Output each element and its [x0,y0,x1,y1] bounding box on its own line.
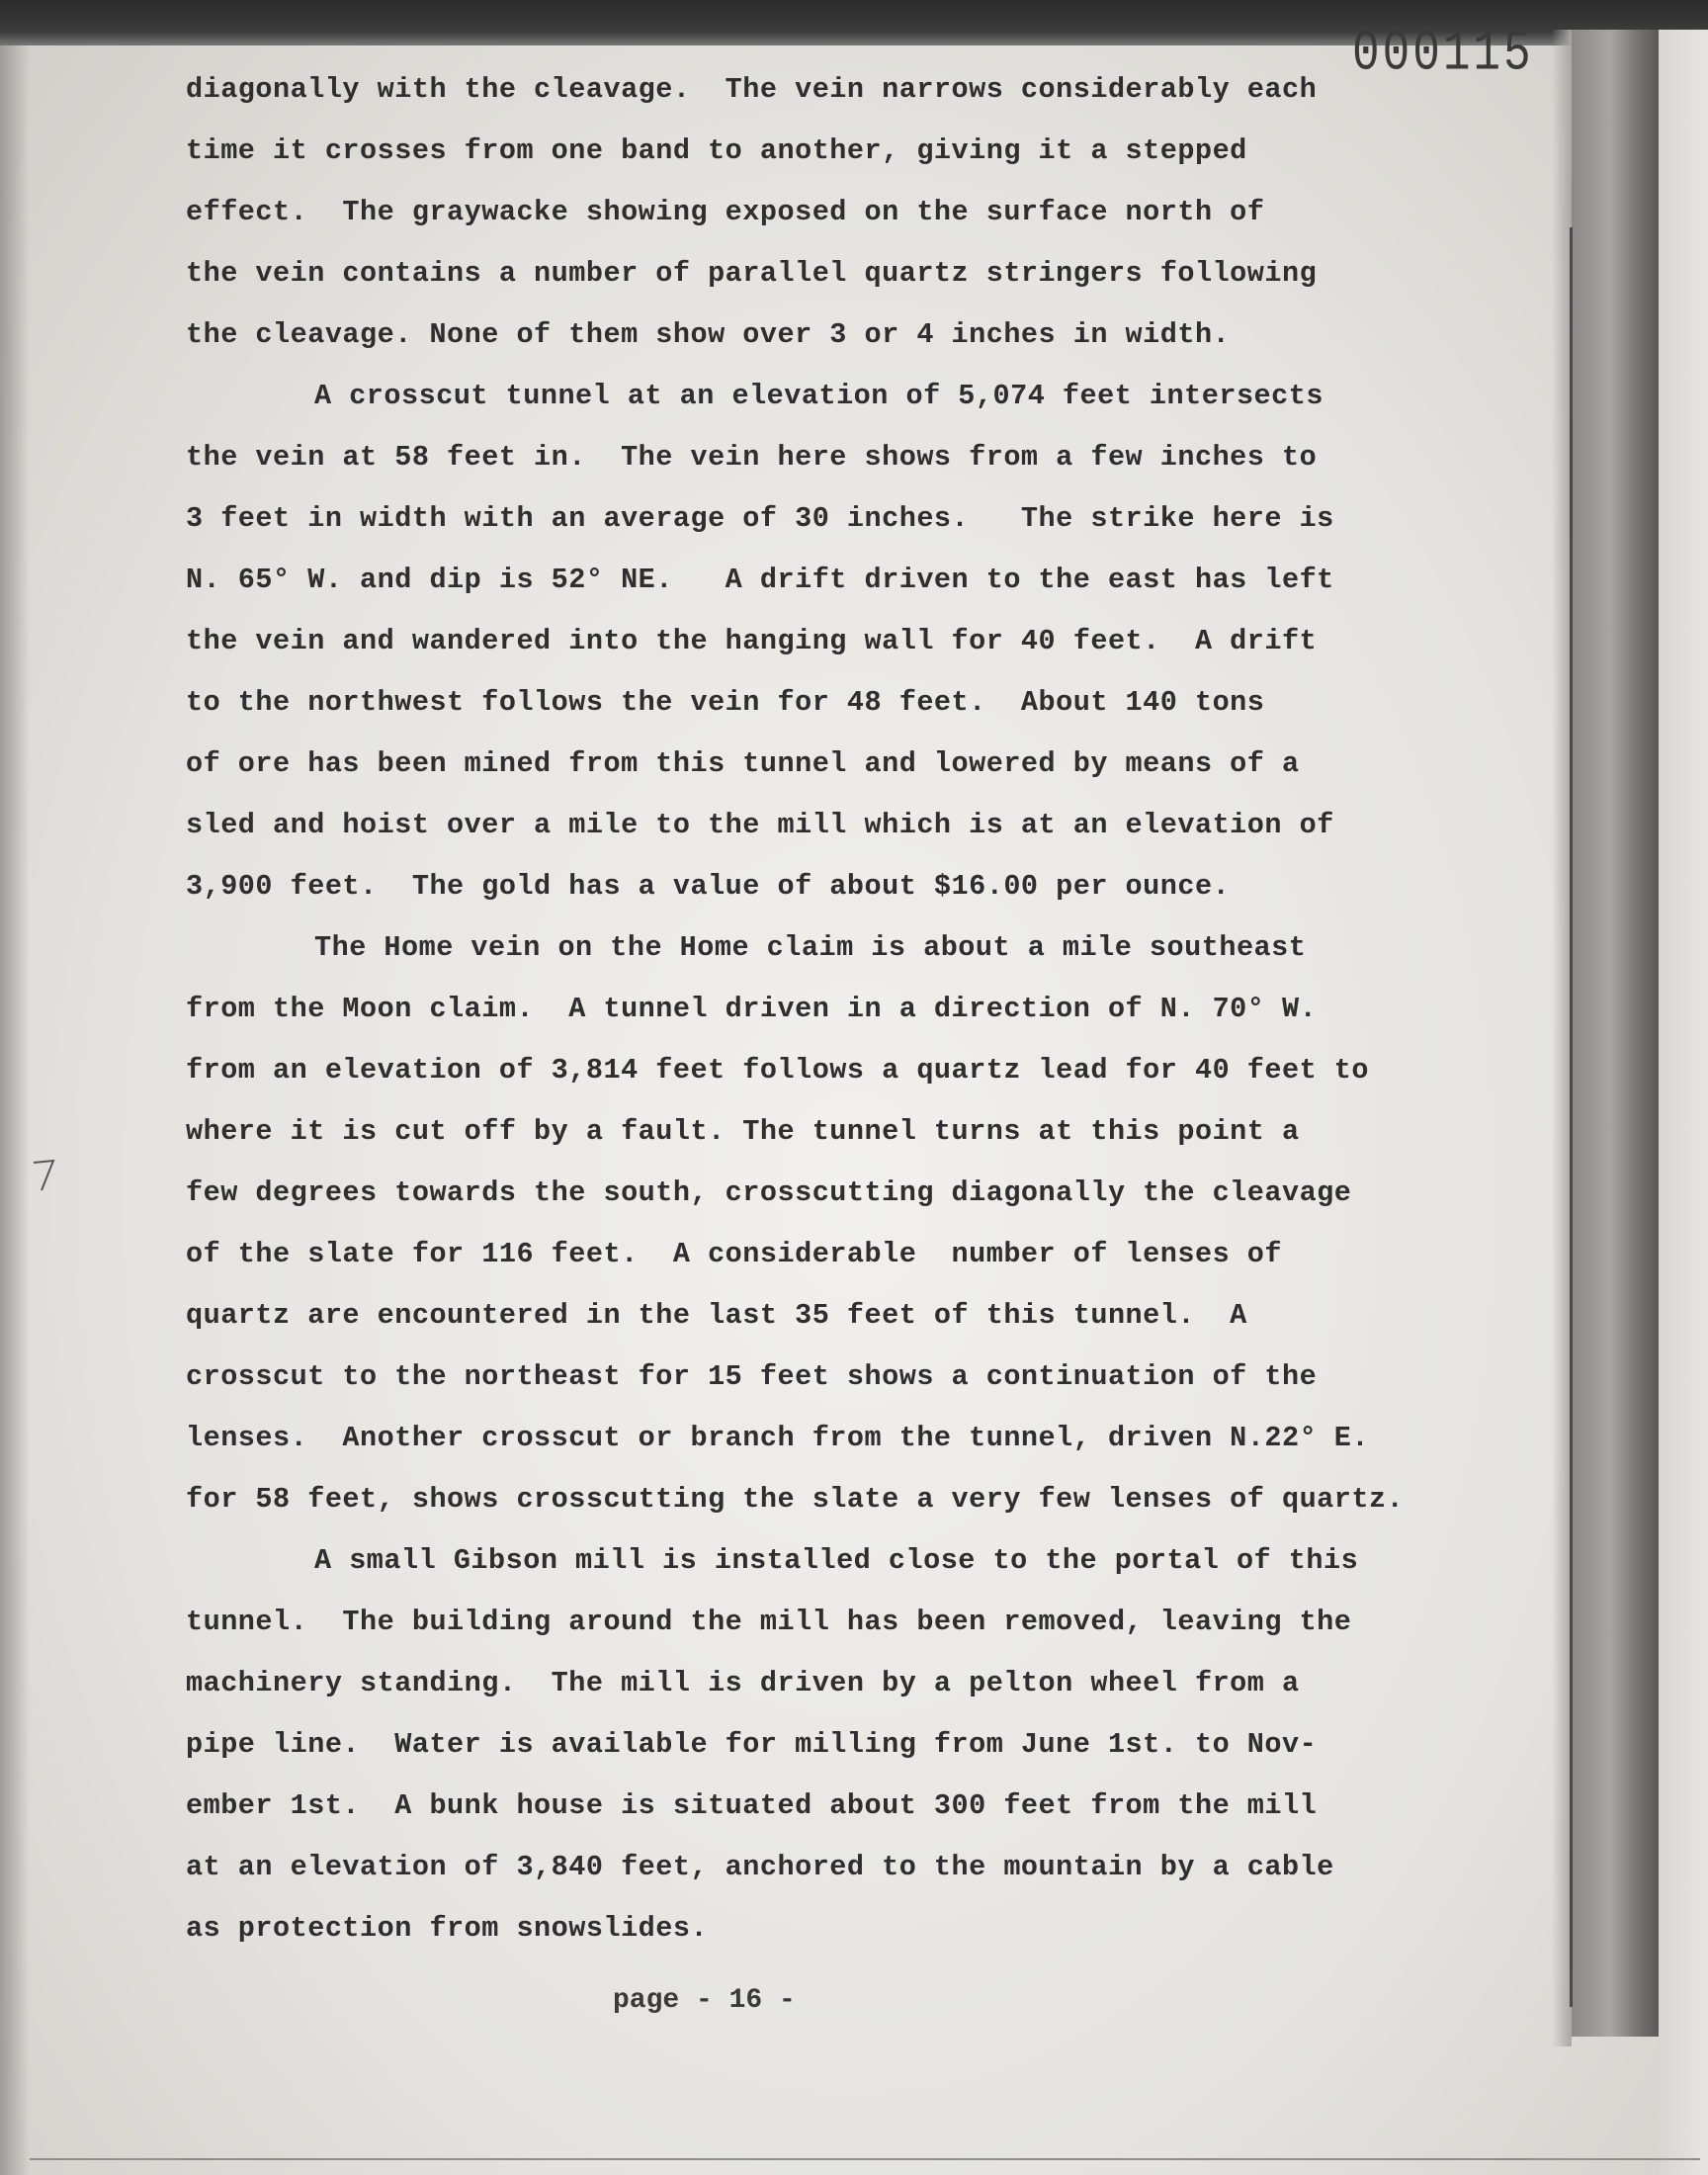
page-number: page - 16 - [613,1985,796,2016]
text-line: the vein at 58 feet in. The vein here shows from a few inches to [186,441,1318,474]
text-line: the vein contains a number of parallel quartz stringers following [186,257,1318,290]
text-line: to the northwest follows the vein for 48 feet. About 140 tons [186,686,1265,719]
paragraph-start-line: The Home vein on the Home claim is about a mile southeast [314,931,1307,964]
text-line: of ore has been mined from this tunnel and lowered by means of a [186,747,1300,780]
scan-left-shadow [0,45,30,2175]
text-line: lenses. Another crosscut or branch from the tunnel, driven N.22° E. [186,1422,1369,1454]
text-line: time it crosses from one band to another, giving it a stepped [186,134,1247,167]
text-line: at an elevation of 3,840 feet, anchored to the mountain by a cable [186,1851,1334,1883]
text-line: effect. The graywacke showing exposed on the surface north of [186,196,1265,228]
text-line: diagonally with the cleavage. The vein narrows considerably each [186,73,1318,106]
text-line: the cleavage. None of them show over 3 or 4 inches in width. [186,318,1231,351]
scan-right-margin [1659,30,1708,2175]
text-line: of the slate for 116 feet. A considerable number of lenses of [186,1238,1282,1270]
text-line: pipe line. Water is available for milling from June 1st. to Nov- [186,1728,1318,1761]
body-text [186,59,1550,1959]
text-line: tunnel. The building around the mill has been removed, leaving the [186,1606,1352,1638]
text-line: from the Moon claim. A tunnel driven in a direction of N. 70° W. [186,993,1318,1025]
text-line: where it is cut off by a fault. The tunnel turns at this point a [186,1115,1300,1148]
text-line: N. 65° W. and dip is 52° NE. A drift driven to the east has left [186,564,1334,596]
text-line: ember 1st. A bunk house is situated about 300 feet from the mill [186,1789,1318,1822]
scan-right-shadow [1552,30,1572,2046]
scan-bottom-rule [30,2158,1700,2160]
margin-pencil-mark [30,1157,59,1196]
text-line: for 58 feet, shows crosscutting the slate a very few lenses of quartz. [186,1483,1405,1516]
document-number: 000115 [1352,22,1534,86]
paragraph-start-line: A crosscut tunnel at an elevation of 5,074 feet intersects [314,380,1324,412]
scan-right-edge [1572,30,1659,2037]
text-line: machinery standing. The mill is driven by a pelton wheel from a [186,1667,1300,1699]
text-line: few degrees towards the south, crosscutting diagonally the cleavage [186,1176,1352,1209]
text-line: 3,900 feet. The gold has a value of about $16.00 per ounce. [186,870,1231,903]
text-line: 3 feet in width with an average of 30 inches. The strike here is [186,502,1334,535]
text-line: from an elevation of 3,814 feet follows a quartz lead for 40 feet to [186,1054,1369,1087]
text-line: sled and hoist over a mile to the mill which is at an elevation of [186,809,1334,841]
text-line: crosscut to the northeast for 15 feet shows a continuation of the [186,1360,1318,1393]
paragraph-start-line: A small Gibson mill is installed close to the portal of this [314,1544,1359,1577]
text-line: quartz are encountered in the last 35 feet of this tunnel. A [186,1299,1247,1332]
text-line: the vein and wandered into the hanging wall for 40 feet. A drift [186,625,1318,657]
scan-right-rule [1570,227,1573,2007]
text-line: as protection from snowslides. [186,1912,709,1945]
